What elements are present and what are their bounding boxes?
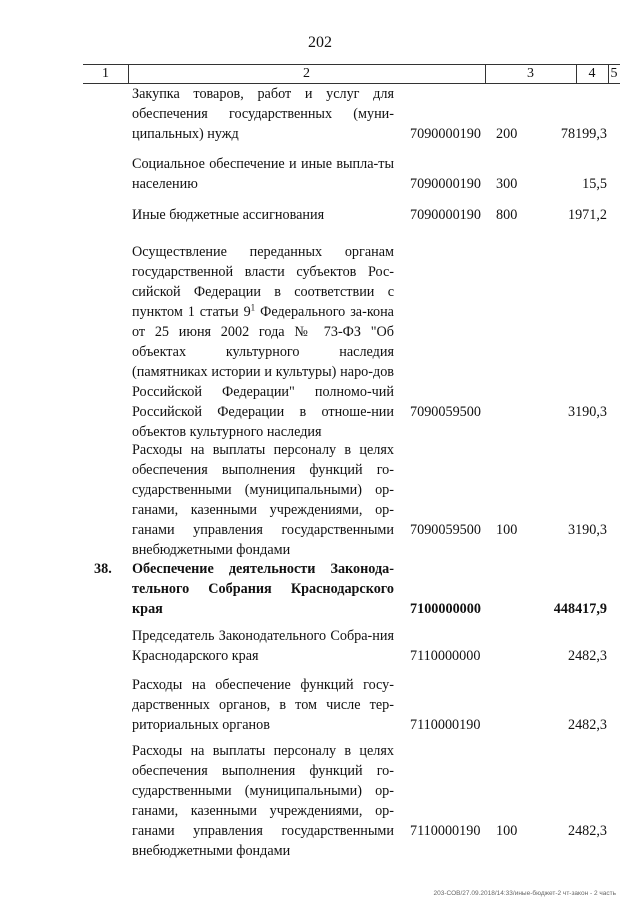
row-name: Расходы на выплаты персоналу в целях обеспечения выполнения функций го-сударственными (муниципальными) ор-ганами, казенными учреждениями, ор-ганами управления государственными внебюджетными фондами xyxy=(132,743,394,859)
row-code: 7100000000 xyxy=(410,601,481,617)
row-code: 7110000190 xyxy=(410,717,481,733)
document-footer-id: 203-СОВ/27.09.2018/14:33/иные-бюджет-2 чт-закон - 2 часть xyxy=(433,890,616,897)
row-name: Расходы на обеспечение функций госу-дарственных органов, в том числе тер-риториальных органов xyxy=(132,677,394,733)
row-name: Осуществление переданных органам государственной власти субъектов Рос-сийской Федерации в соответствии с пунктом 1 статьи $9^1$ Федерального за-кона от 25 июня 2002 года № 73-ФЗ "Об объектах культурного наследия (памятниках истории и культуры) наро-дов Российской Федерации" полномо-чий Российской Федерации в отноше-нии объектов культурного наследия xyxy=(132,244,394,440)
row-name: Социальное обеспечение и иные выпла-ты населению xyxy=(132,156,394,192)
row-amount: 448417,9 xyxy=(553,601,607,617)
row-amount: 3190,3 xyxy=(567,522,607,538)
row-amount: 15,5 xyxy=(582,176,607,192)
row-amount: 2482,3 xyxy=(567,823,607,839)
row-name: Председатель Законодательного Собра-ния Краснодарского края xyxy=(132,628,394,664)
row-expense-type: 100 xyxy=(496,522,518,538)
row-amount: 1971,2 xyxy=(567,207,607,223)
row-number: 38. xyxy=(94,561,112,577)
row-amount: 3190,3 xyxy=(567,404,607,420)
row-name: Закупка товаров, работ и услуг для обеспечения государственных (муни-ципальных) нужд xyxy=(132,86,394,142)
row-code: 7090059500 xyxy=(410,404,481,420)
header-col-5: 5 xyxy=(610,66,618,81)
row-amount: 2482,3 xyxy=(567,717,607,733)
row-name: Обеспечение деятельности Законода-тельного Собрания Краснодарского края xyxy=(132,561,394,617)
row-code: 7110000190 xyxy=(410,823,481,839)
row-expense-type: 200 xyxy=(496,126,518,142)
superscript-mark: 1 xyxy=(250,302,256,313)
row-code: 7090000190 xyxy=(410,126,481,142)
page-number: 202 xyxy=(308,34,332,51)
row-expense-type: 300 xyxy=(496,176,518,192)
row-expense-type: 800 xyxy=(496,207,518,223)
row-code: 7090059500 xyxy=(410,522,481,538)
table-header-row xyxy=(83,64,620,84)
row-code: 7090000190 xyxy=(410,176,481,192)
row-code: 7110000000 xyxy=(410,648,481,664)
row-expense-type: 100 xyxy=(496,823,518,839)
row-code: 7090000190 xyxy=(410,207,481,223)
header-col-3: 3 xyxy=(485,65,577,83)
header-col-2: 2 xyxy=(128,65,486,83)
row-name: Иные бюджетные ассигнования xyxy=(132,207,325,223)
row-name: Расходы на выплаты персоналу в целях обеспечения выполнения функций го-сударственными (муниципальными) ор-ганами, казенными учреждениями, ор-ганами управления государственными внебюджетными фондами xyxy=(132,442,394,558)
header-col-1: 1 xyxy=(83,65,129,83)
row-amount: 2482,3 xyxy=(567,648,607,664)
row-amount: 78199,3 xyxy=(560,126,607,142)
header-col-4: 4 xyxy=(576,65,609,83)
